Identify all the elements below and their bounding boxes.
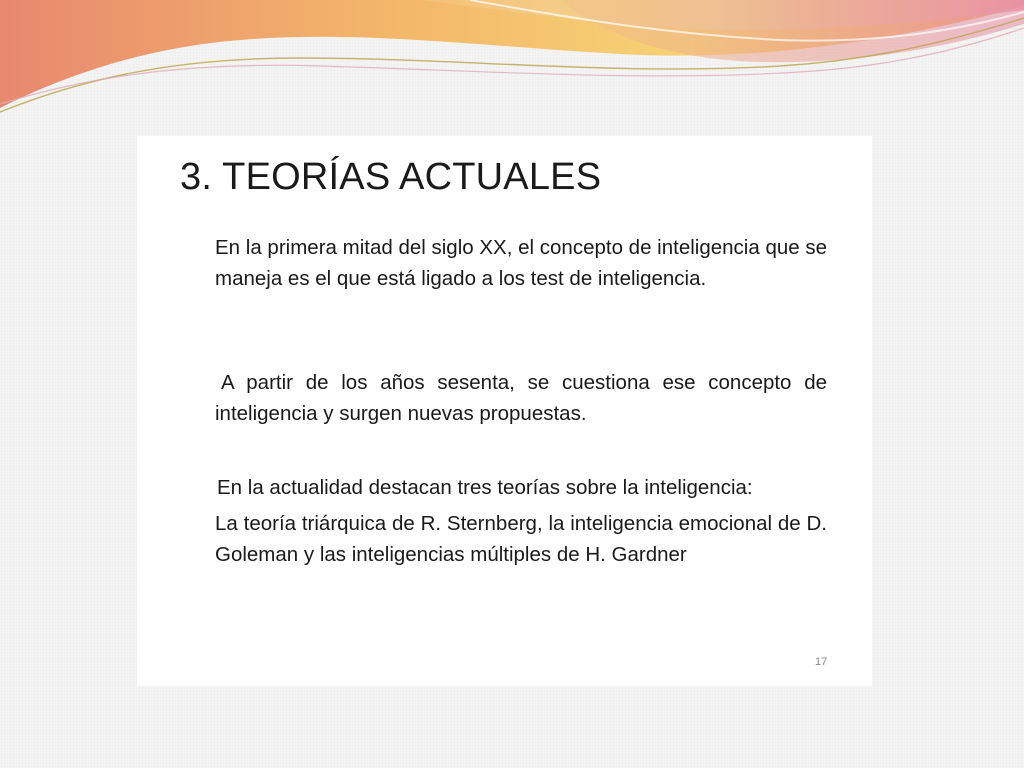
paragraph-1: En la primera mitad del siglo XX, el concepto de inteligencia que se maneja es el que está ligado a los test de inteligencia. bbox=[215, 236, 827, 290]
decorative-wave-header bbox=[0, 0, 1024, 120]
slide-number: 17 bbox=[815, 656, 828, 668]
paragraph-3: En la actualidad destacan tres teorías sobre la inteligencia: bbox=[217, 476, 753, 499]
content-panel bbox=[137, 136, 872, 686]
paragraph-2: A partir de los años sesenta, se cuestiona ese concepto de inteligencia y surgen nuevas propuestas. bbox=[215, 371, 827, 425]
slide-title: 3. TEORÍAS ACTUALES bbox=[180, 156, 602, 198]
paragraph-4: La teoría triárquica de R. Sternberg, la inteligencia emocional de D. Goleman y las inteligencias múltiples de H. Gardner bbox=[215, 512, 827, 566]
